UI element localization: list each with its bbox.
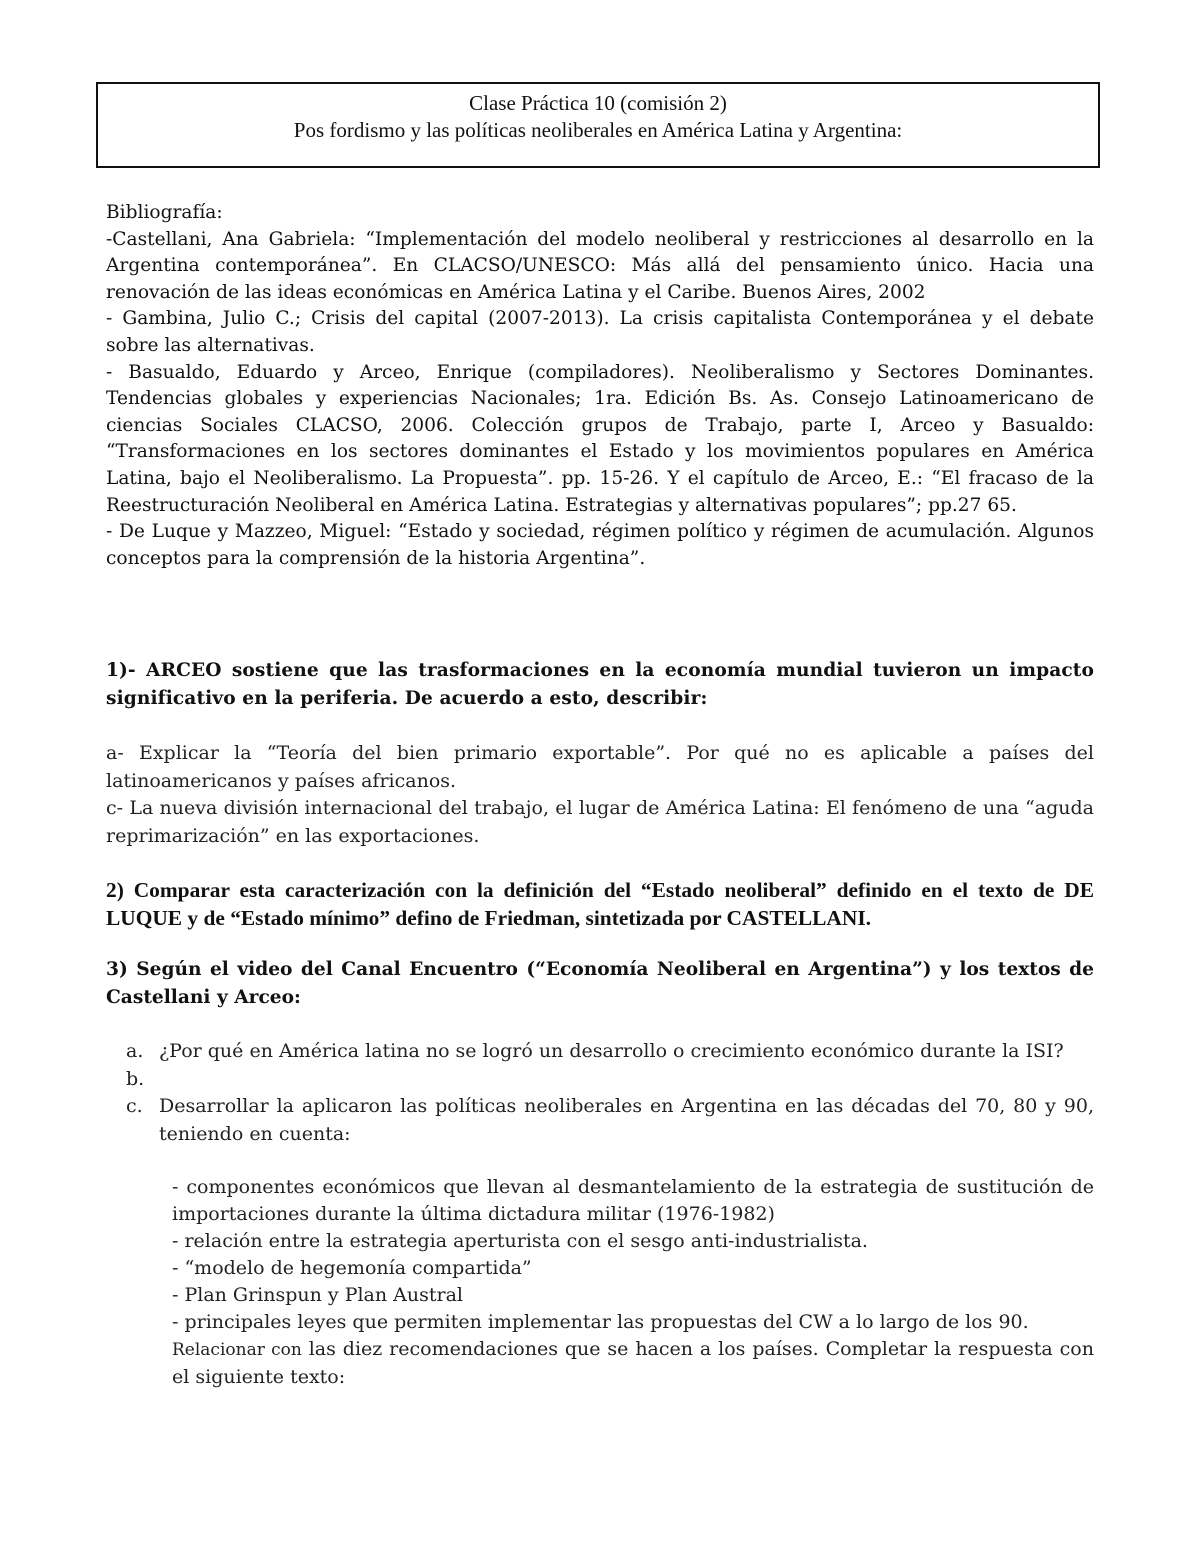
list-item bbox=[106, 1038, 1094, 1066]
subitem: - relación entre la estrategia aperturista con el sesgo anti-industrialista. bbox=[172, 1230, 868, 1252]
question-1-items bbox=[106, 740, 1094, 850]
list-item-text: Desarrollar la aplicaron las políticas neoliberales en Argentina en las décadas del 70, 80 y 90, teniendo en cuenta: bbox=[159, 1095, 1094, 1145]
bibliography-entry: - De Luque y Mazzeo, Miguel: “Estado y sociedad, régimen político y régimen de acumulación. Algunos conceptos para la comprensión de la historia Argentina”. bbox=[106, 521, 1094, 569]
subitem: - principales leyes que permiten implementar las propuestas del CW a lo largo de los 90. bbox=[172, 1311, 1029, 1333]
list-marker: a. bbox=[126, 1040, 144, 1062]
class-title: Clase Práctica 10 (comisión 2) bbox=[469, 91, 727, 115]
list-item bbox=[106, 1066, 1094, 1094]
title-box bbox=[96, 82, 1100, 168]
subitem: - componentes económicos que llevan al desmantelamiento de la estrategia de sustitución de importaciones durante la última dictadura militar (1976-1982) bbox=[172, 1176, 1094, 1225]
list-marker: c. bbox=[126, 1095, 143, 1117]
subitem: - “modelo de hegemonía compartida” bbox=[172, 1257, 532, 1279]
bibliography-entry: - Gambina, Julio C.; Crisis del capital (2007-2013). La crisis capitalista Contemporánea y el debate sobre las alternativas. bbox=[106, 308, 1094, 356]
class-subtitle: Pos fordismo y las políticas neoliberales en América Latina y Argentina: bbox=[293, 118, 903, 142]
closing-rest: las diez recomendaciones que se hacen a los países. Completar la respuesta con el siguiente texto: bbox=[172, 1338, 1094, 1388]
bibliography-entry: - Basualdo, Eduardo y Arceo, Enrique (compiladores). Neoliberalismo y Sectores Dominantes. Tendencias globales y experiencias Nacionales; 1ra. Edición Bs. As. Consejo Latinoamericano de ciencias Sociales CLACSO, 2006. Colección grupos de Trabajo, parte I, Arceo y Basualdo: “Transformaciones en los sectores dominantes el Estado y los movimientos populares en América Latina, bajo el Neoliberalismo. La Propuesta”. pp. 15-26. Y el capítulo de Arceo, E.: “El fracaso de la Reestructuración Neoliberal en América Latina. Estrategias y alternativas populares”; pp.27 65. bbox=[106, 361, 1094, 516]
question-3-subitems bbox=[172, 1174, 1094, 1391]
list-item-text bbox=[159, 1068, 165, 1090]
question-3-list bbox=[106, 1038, 1094, 1148]
question-3: 3) Según el video del Canal Encuentro (“Economía Neoliberal en Argentina”) y los textos de Castellani y Arceo: bbox=[106, 959, 1094, 1008]
bibliography-heading: Bibliografía: bbox=[106, 202, 223, 223]
list-item-text: ¿Por qué en América latina no se logró un desarrollo o crecimiento económico durante la ISI? bbox=[159, 1040, 1064, 1062]
bibliography-entry: -Castellani, Ana Gabriela: “Implementación del modelo neoliberal y restricciones al desarrollo en la Argentina contemporánea”. En CLACSO/UNESCO: Más allá del pensamiento único. Hacia una renovación de las ideas económicas en América Latina y el Caribe. Buenos Aires, 2002 bbox=[106, 228, 1094, 303]
closing-text bbox=[172, 1336, 1094, 1391]
question-1-item-c: c- La nueva división internacional del trabajo, el lugar de América Latina: El fenómeno de una “aguda reprimarización” en las exportaciones. bbox=[106, 797, 1094, 847]
bibliography-section bbox=[106, 200, 1094, 572]
question-2: 2) Comparar esta caracterización con la definición del “Estado neoliberal” definido en el texto de DE LUQUE y de “Estado mínimo” defino de Friedman, sintetizada por CASTELLANI. bbox=[106, 878, 1094, 930]
question-1: 1)- ARCEO sostiene que las trasformaciones en la economía mundial tuvieron un impacto significativo en la periferia. De acuerdo a esto, describir: bbox=[106, 660, 1094, 709]
list-marker: b. bbox=[126, 1067, 145, 1090]
closing-small: Relacionar con bbox=[172, 1340, 302, 1360]
subitem: - Plan Grinspun y Plan Austral bbox=[172, 1284, 463, 1306]
question-1-item-a: a- Explicar la “Teoría del bien primario exportable”. Por qué no es aplicable a países del latinoamericanos y países africanos. bbox=[106, 742, 1094, 792]
list-item bbox=[106, 1093, 1094, 1148]
